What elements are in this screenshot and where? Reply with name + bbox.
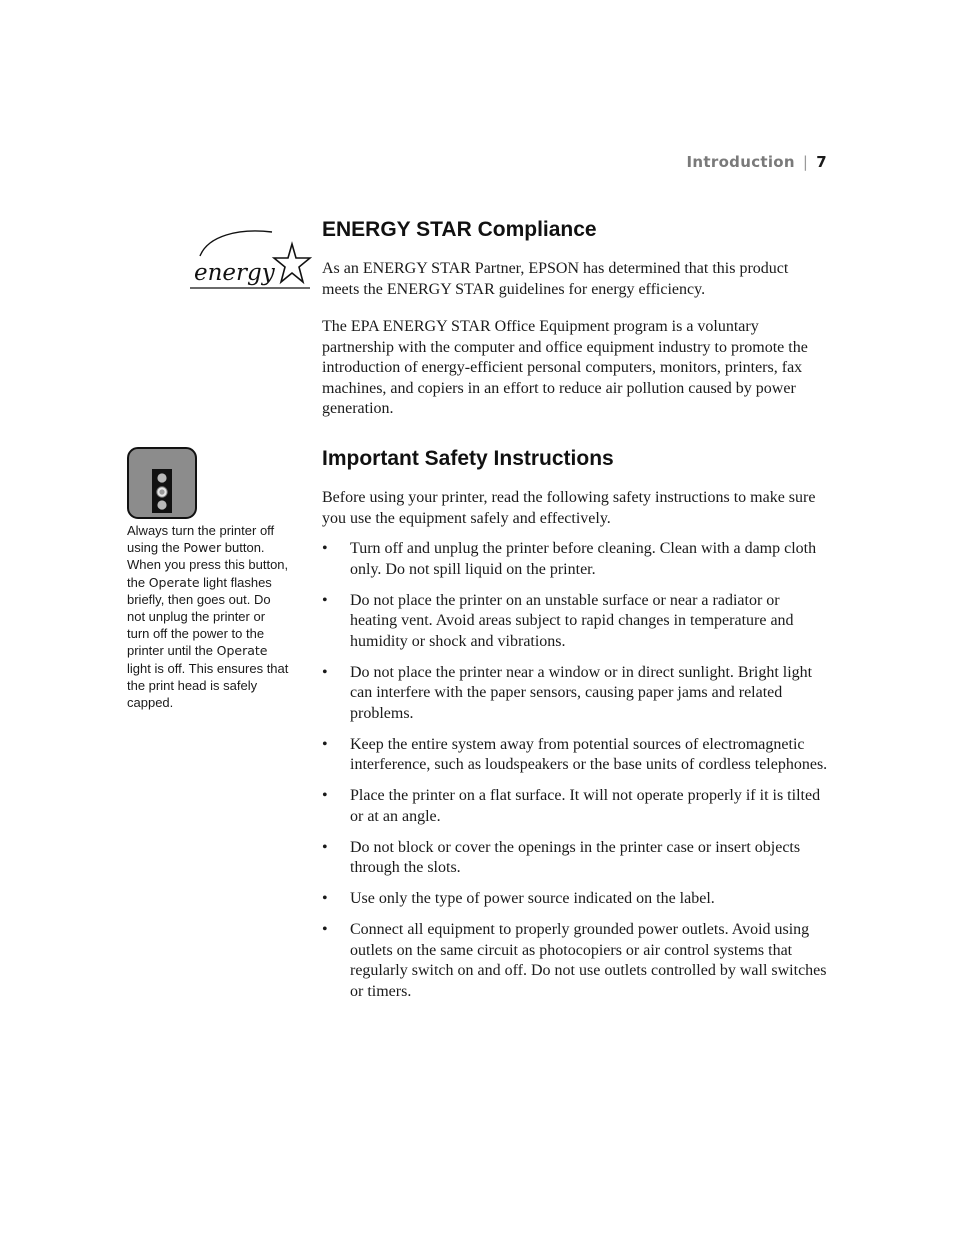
bullet-icon: • bbox=[322, 838, 328, 856]
logo-wordmark: energy bbox=[194, 260, 275, 286]
list-item: • Do not place the printer near a window or in direct sunlight. Bright light can interfere with the paper sensors, causing paper jams and related problems. bbox=[322, 663, 813, 722]
safety-instructions-list bbox=[322, 539, 828, 1013]
energy-star-paragraph-2: The EPA ENERGY STAR Office Equipment program is a voluntary partnership with the computer and office equipment industry to promote the introduction of energy-efficient personal computers, monitors, printers, fax machines, and copiers in an effort to reduce air pollution caused by power generation. bbox=[322, 318, 808, 417]
bullet-icon: • bbox=[322, 787, 328, 804]
bullet-icon: • bbox=[322, 735, 328, 753]
header-separator: | bbox=[802, 153, 809, 171]
bullet-icon: • bbox=[322, 591, 328, 609]
list-item: • Use only the type of power source indicated on the label. bbox=[322, 889, 828, 910]
energy-star-heading: ENERGY STAR Compliance bbox=[322, 218, 597, 241]
list-item: • Place the printer on a flat surface. It will not operate properly if it is tilted or at an angle. bbox=[322, 787, 821, 825]
printer-control-panel-icon bbox=[127, 447, 197, 519]
list-item: • Do not block or cover the openings in the printer case or insert objects through the slots. bbox=[322, 838, 801, 876]
energy-star-paragraph-1: As an ENERGY STAR Partner, EPSON has determined that this product meets the ENERGY STAR guidelines for energy efficiency. bbox=[322, 260, 789, 298]
list-item: • Keep the entire system away from potential sources of electromagnetic interference, such as loudspeakers or the base units of cordless telephones. bbox=[322, 735, 828, 773]
safety-heading: Important Safety Instructions bbox=[322, 447, 614, 470]
side-note: Always turn the printer off using the Power button. When you press this button, the Operate light flashes briefly, then goes out. Do not unplug the printer or turn off the power to the printer until the Operate light is off. This ensures that the print head is safely capped. bbox=[127, 523, 289, 711]
list-item: • Connect all equipment to properly grounded power outlets. Avoid using outlets on the same circuit as photocopiers or air control systems that regularly switch on and off. Do not use outlets controlled by wall switches or timers. bbox=[322, 921, 827, 1000]
star-icon bbox=[274, 244, 310, 282]
keyword-power: Power bbox=[183, 540, 222, 556]
bullet-icon: • bbox=[322, 540, 328, 557]
keyword-operate: Operate bbox=[216, 643, 268, 659]
list-item: • Do not place the printer on an unstable surface or near a radiator or heating vent. Avoid areas subject to rapid changes in temperature and humidity or shock and vibrations. bbox=[322, 591, 794, 650]
bullet-icon: • bbox=[322, 921, 328, 938]
bullet-icon: • bbox=[322, 663, 328, 681]
logo-swoosh-arc bbox=[200, 231, 272, 256]
header-section-title: Introduction bbox=[686, 153, 795, 171]
page-number: 7 bbox=[816, 153, 827, 171]
safety-intro: Before using your printer, read the following safety instructions to make sure you use the equipment safely and effectively. bbox=[322, 489, 816, 527]
bullet-icon: • bbox=[322, 890, 328, 907]
list-item: • Turn off and unplug the printer before cleaning. Clean with a damp cloth only. Do not spill liquid on the printer. bbox=[322, 540, 817, 578]
running-header bbox=[687, 153, 827, 171]
energy-star-logo bbox=[188, 226, 312, 292]
keyword-operate: Operate bbox=[148, 574, 200, 590]
